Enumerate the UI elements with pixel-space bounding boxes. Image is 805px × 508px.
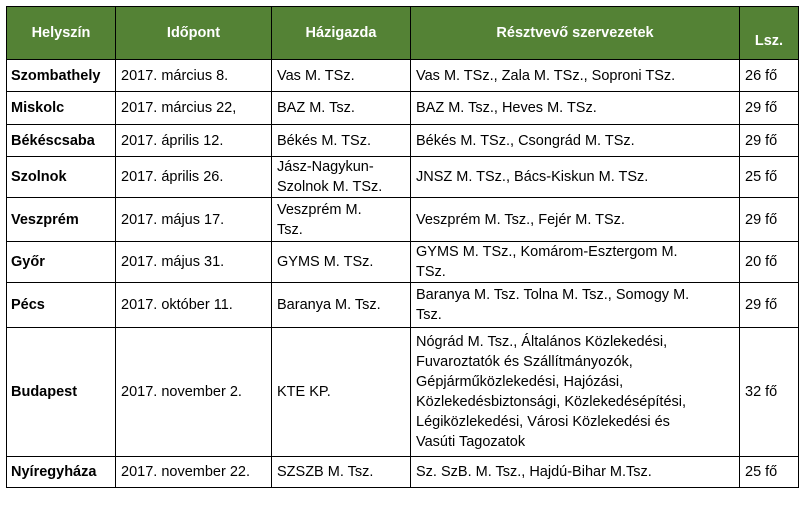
table-row xyxy=(7,242,799,283)
cell-date: 2017. május 31. xyxy=(116,242,272,283)
header-row xyxy=(7,7,799,60)
table-row xyxy=(7,198,799,242)
cell-host: Jász-Nagykun- Szolnok M. TSz. xyxy=(272,157,411,198)
cell-host: Békés M. TSz. xyxy=(272,125,411,157)
table-row xyxy=(7,457,799,488)
cell-count: 29 fő xyxy=(740,92,799,125)
cell-count: 32 fő xyxy=(740,328,799,457)
table-row xyxy=(7,125,799,157)
table-row xyxy=(7,157,799,198)
cell-date: 2017. november 22. xyxy=(116,457,272,488)
cell-venue: Miskolc xyxy=(7,92,116,125)
cell-venue: Nyíregyháza xyxy=(7,457,116,488)
cell-venue: Veszprém xyxy=(7,198,116,242)
cell-venue: Budapest xyxy=(7,328,116,457)
cell-organizations: Veszprém M. Tsz., Fejér M. TSz. xyxy=(411,198,740,242)
cell-host: Vas M. TSz. xyxy=(272,60,411,92)
cell-date: 2017. október 11. xyxy=(116,283,272,328)
cell-count: 20 fő xyxy=(740,242,799,283)
table-row xyxy=(7,60,799,92)
table-header xyxy=(7,7,799,60)
cell-host: GYMS M. TSz. xyxy=(272,242,411,283)
header-date: Időpont xyxy=(116,7,272,60)
cell-count: 29 fő xyxy=(740,283,799,328)
cell-date: 2017. április 26. xyxy=(116,157,272,198)
cell-date: 2017. március 22, xyxy=(116,92,272,125)
cell-date: 2017. május 17. xyxy=(116,198,272,242)
cell-host: SZSZB M. Tsz. xyxy=(272,457,411,488)
cell-date: 2017. november 2. xyxy=(116,328,272,457)
cell-count: 25 fő xyxy=(740,157,799,198)
cell-host: Veszprém M. Tsz. xyxy=(272,198,411,242)
cell-host: KTE KP. xyxy=(272,328,411,457)
cell-organizations: Békés M. TSz., Csongrád M. TSz. xyxy=(411,125,740,157)
cell-organizations: BAZ M. Tsz., Heves M. TSz. xyxy=(411,92,740,125)
cell-venue: Győr xyxy=(7,242,116,283)
cell-venue: Szombathely xyxy=(7,60,116,92)
cell-count: 26 fő xyxy=(740,60,799,92)
table-body xyxy=(7,60,799,488)
table-row xyxy=(7,283,799,328)
header-venue: Helyszín xyxy=(7,7,116,60)
cell-venue: Békéscsaba xyxy=(7,125,116,157)
cell-organizations: Sz. SzB. M. Tsz., Hajdú-Bihar M.Tsz. xyxy=(411,457,740,488)
table-row xyxy=(7,328,799,457)
cell-organizations: JNSZ M. TSz., Bács-Kiskun M. TSz. xyxy=(411,157,740,198)
cell-organizations: Nógrád M. Tsz., Általános Közlekedési, Fuvaroztatók és Szállítmányozók, Gépjárműközlekedési, Hajózási, Közlekedésbiztonsági, Közlekedésépítési, Légiközlekedési, Városi Közlekedési és Vasúti Tagozatok xyxy=(411,328,740,457)
cell-host: Baranya M. Tsz. xyxy=(272,283,411,328)
cell-organizations: Vas M. TSz., Zala M. TSz., Soproni TSz. xyxy=(411,60,740,92)
cell-date: 2017. március 8. xyxy=(116,60,272,92)
cell-organizations: Baranya M. Tsz. Tolna M. Tsz., Somogy M. Tsz. xyxy=(411,283,740,328)
cell-count: 29 fő xyxy=(740,198,799,242)
cell-count: 29 fő xyxy=(740,125,799,157)
events-table xyxy=(6,6,799,488)
cell-venue: Pécs xyxy=(7,283,116,328)
cell-venue: Szolnok xyxy=(7,157,116,198)
header-host: Házigazda xyxy=(272,7,411,60)
header-count: Lsz. xyxy=(740,7,799,60)
table-row xyxy=(7,92,799,125)
cell-host: BAZ M. Tsz. xyxy=(272,92,411,125)
cell-organizations: GYMS M. TSz., Komárom-Esztergom M. TSz. xyxy=(411,242,740,283)
cell-date: 2017. április 12. xyxy=(116,125,272,157)
cell-count: 25 fő xyxy=(740,457,799,488)
header-organizations: Résztvevő szervezetek xyxy=(411,7,740,60)
